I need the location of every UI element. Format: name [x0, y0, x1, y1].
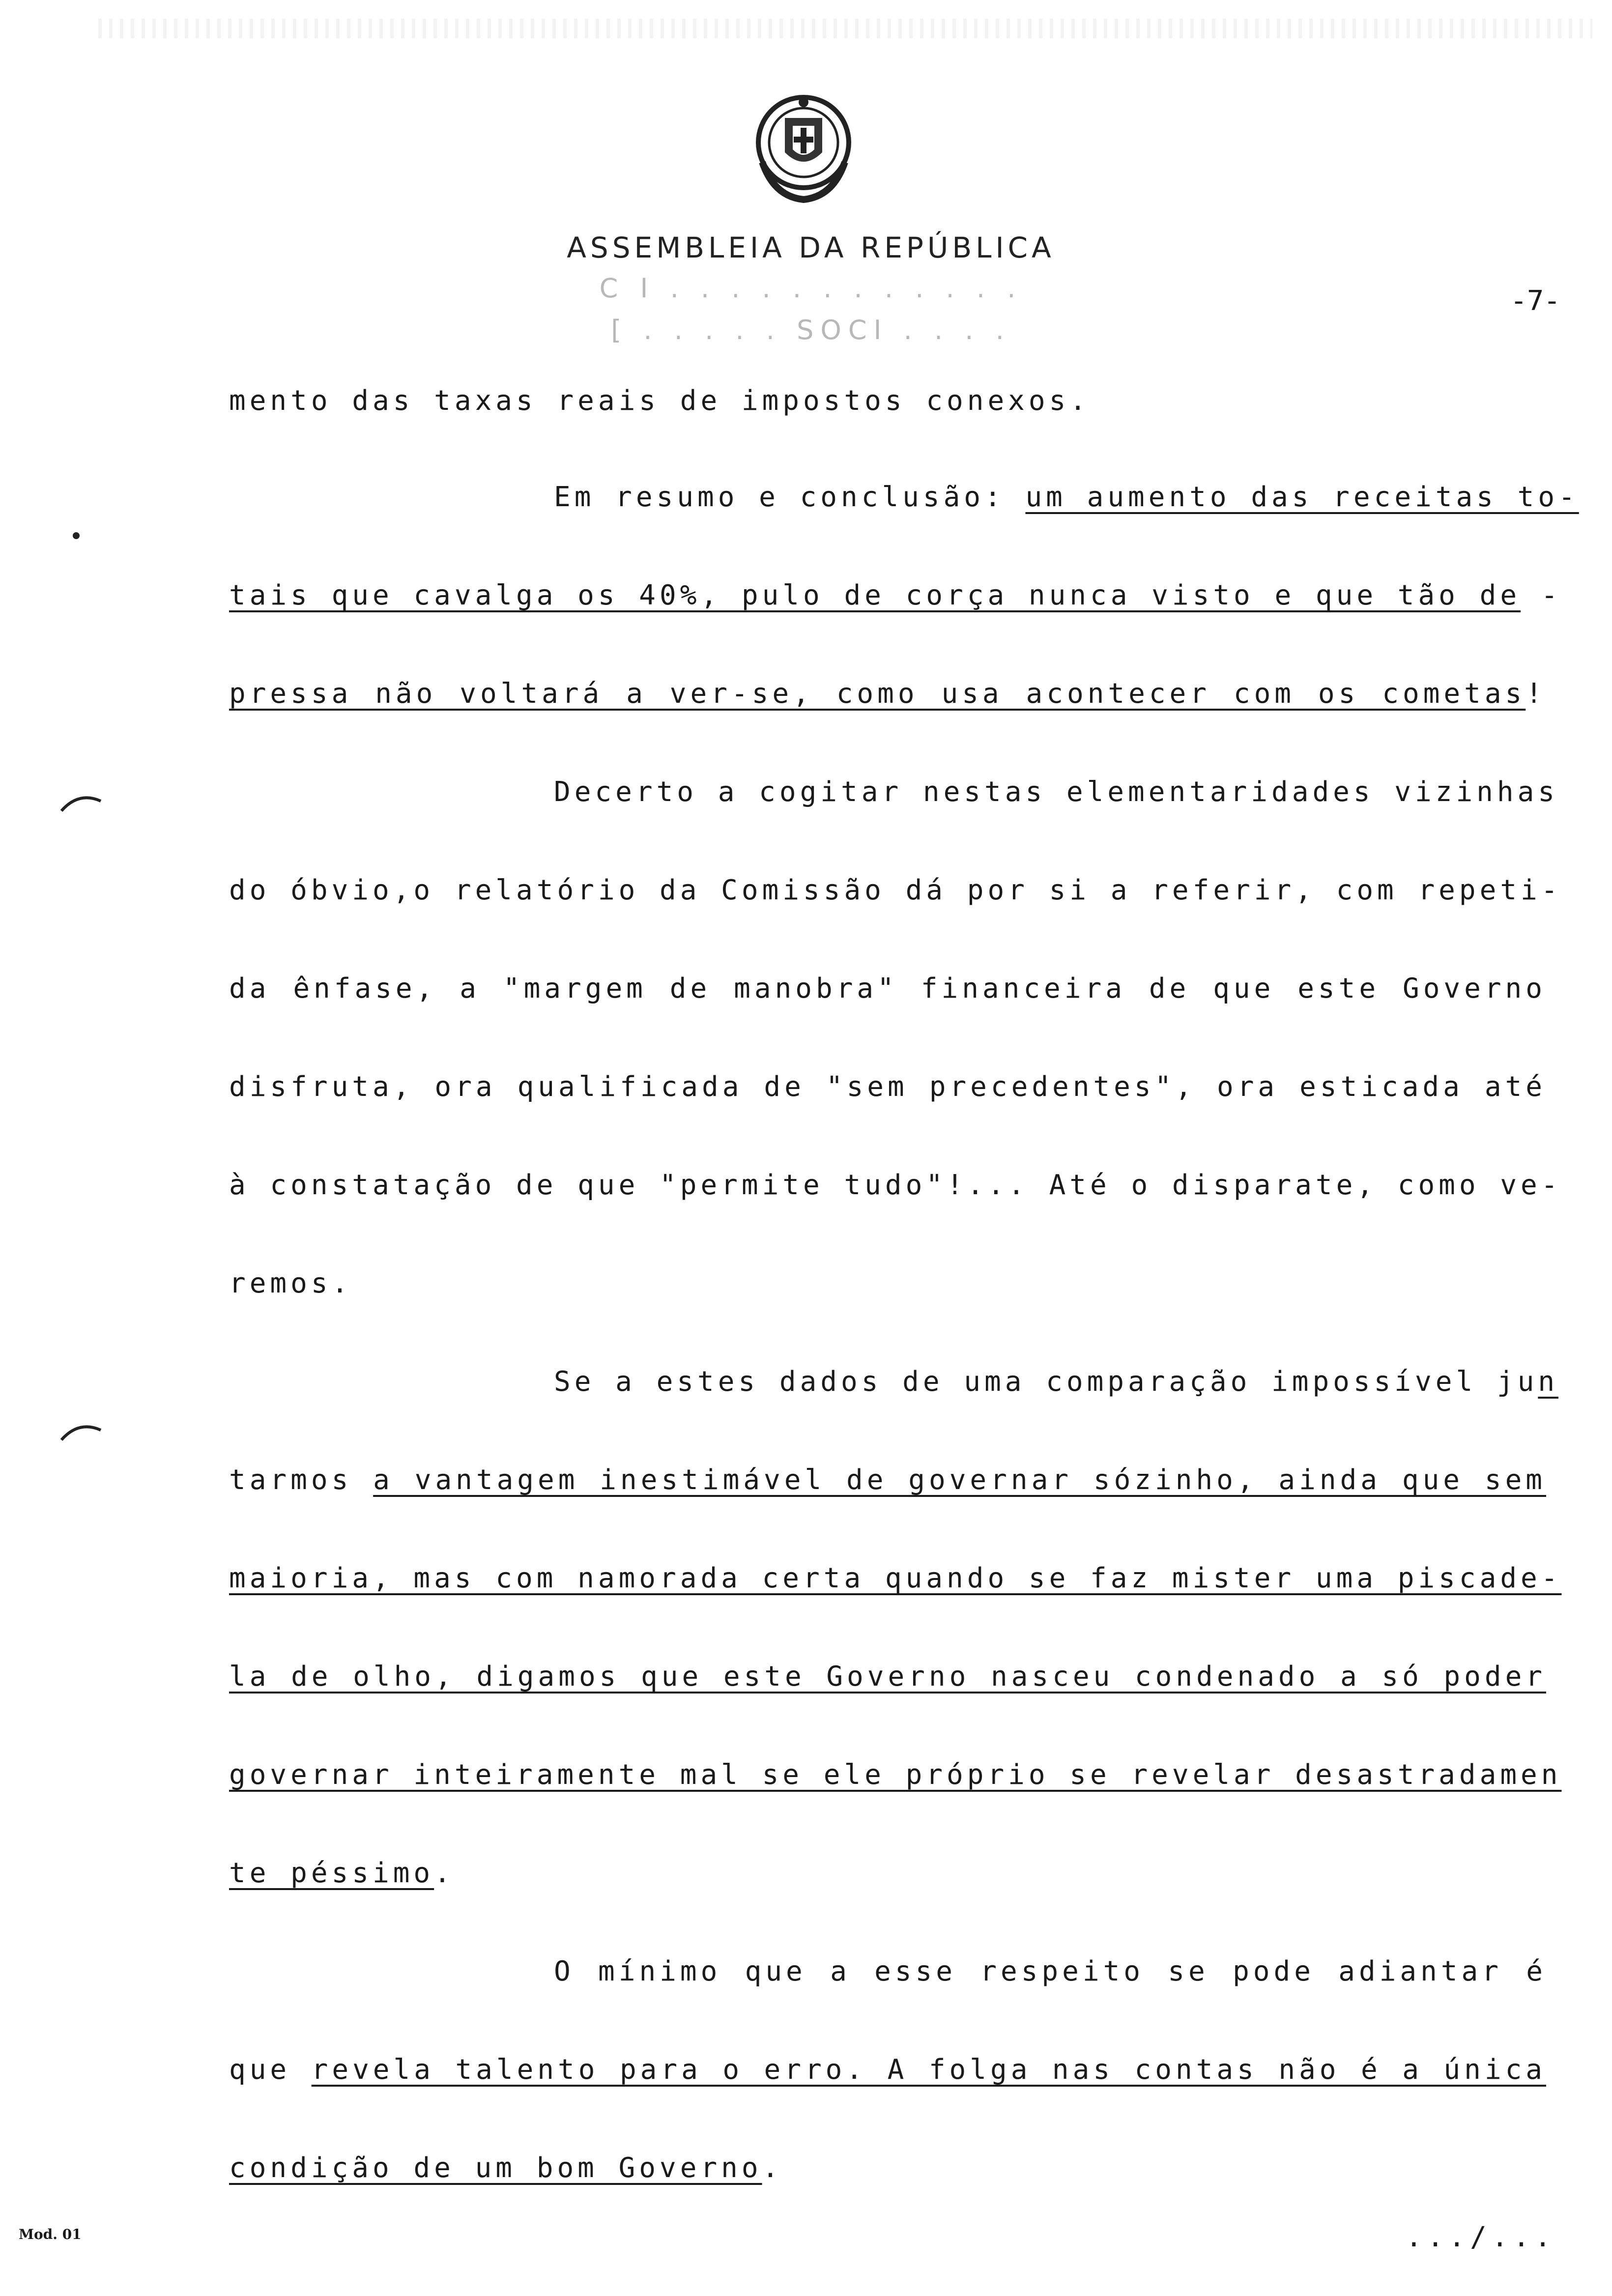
margin-arc-mark [59, 786, 103, 816]
text-segment: da ênfase, a "margem de manobra" financeira de que este Governo [229, 973, 1546, 1004]
underlined-text: n [1538, 1366, 1559, 1398]
text-line [229, 2050, 1546, 2090]
faded-stamp-line-1: C I . . . . . . . . . . . . [599, 273, 1023, 304]
margin-dot-mark [71, 531, 81, 541]
text-line [229, 2149, 1546, 2188]
text-line [229, 1067, 1546, 1107]
text-segment: - [1521, 579, 1562, 611]
text-line [554, 1362, 1559, 1402]
text-line [229, 1166, 1562, 1205]
text-segment: Em resumo e conclusão: [554, 481, 1026, 513]
text-line [229, 1657, 1546, 1696]
underlined-text: revela talento para o erro. A folga nas contas não é a única [311, 2054, 1547, 2086]
form-code: Mod. 01 [19, 2226, 82, 2242]
text-line [229, 576, 1562, 615]
underlined-text: condição de um bom Governo [229, 2152, 762, 2184]
text-line [229, 1264, 1546, 1303]
coat-of-arms-icon [745, 88, 863, 206]
institution-heading: ASSEMBLEIA DA REPÚBLICA [567, 231, 1055, 264]
text-segment: remos. [229, 1267, 352, 1299]
text-segment: O mínimo que a esse respeito se pode adiantar é [554, 1955, 1547, 1987]
underlined-text: la de olho, digamos que este Governo nasceu condenado a só poder [229, 1661, 1546, 1693]
text-segment: . [762, 2152, 783, 2184]
scan-noise-strip [98, 19, 1592, 38]
text-line [229, 1755, 1562, 1795]
text-line [554, 478, 1579, 517]
text-segment: ! [1526, 678, 1546, 710]
text-line [229, 1559, 1562, 1598]
underlined-text: a vantagem inestimável de governar sózinho, ainda que sem [373, 1464, 1546, 1496]
text-segment: que [229, 2054, 312, 2086]
text-line [554, 773, 1559, 812]
underlined-text: te péssimo [229, 1857, 434, 1889]
text-line [554, 1952, 1547, 1991]
underlined-text: tais que cavalga os 40%, pulo de corça nunca visto e que tão de [229, 579, 1521, 611]
text-line [229, 674, 1546, 714]
text-segment: tarmos [229, 1464, 374, 1496]
underlined-text: maioria, mas com namorada certa quando se faz mister uma piscade- [229, 1562, 1562, 1594]
text-segment: disfruta, ora qualificada de "sem precedentes", ora esticada até [229, 1071, 1546, 1103]
text-segment: Decerto a cogitar nestas elementaridades vizinhas [554, 776, 1559, 808]
text-segment: do óbvio,o relatório da Comissão dá por si a referir, com repeti- [229, 874, 1562, 906]
text-line [229, 1461, 1546, 1500]
text-segment: à constatação de que "permite tudo"!... Até o disparate, como ve- [229, 1169, 1562, 1201]
underlined-text: governar inteiramente mal se ele próprio se revelar desastradamen [229, 1759, 1562, 1791]
continuation-mark: .../... [1406, 2221, 1556, 2253]
margin-arc-mark [59, 1415, 103, 1445]
text-segment: Se a estes dados de uma comparação impossível ju [554, 1366, 1538, 1398]
underlined-text: um aumento das receitas to- [1025, 481, 1579, 513]
text-segment: . [434, 1857, 455, 1889]
text-line [229, 381, 1546, 421]
faded-stamp-line-2: [ . . . . . SOCI . . . . [611, 315, 1011, 345]
page-number: -7- [1514, 285, 1560, 317]
text-line [229, 871, 1562, 910]
text-segment: mento das taxas reais de impostos conexos. [229, 385, 1091, 417]
text-line [229, 1854, 1546, 1893]
underlined-text: pressa não voltará a ver-se, como usa acontecer com os cometas [229, 678, 1526, 710]
text-line [229, 969, 1546, 1008]
